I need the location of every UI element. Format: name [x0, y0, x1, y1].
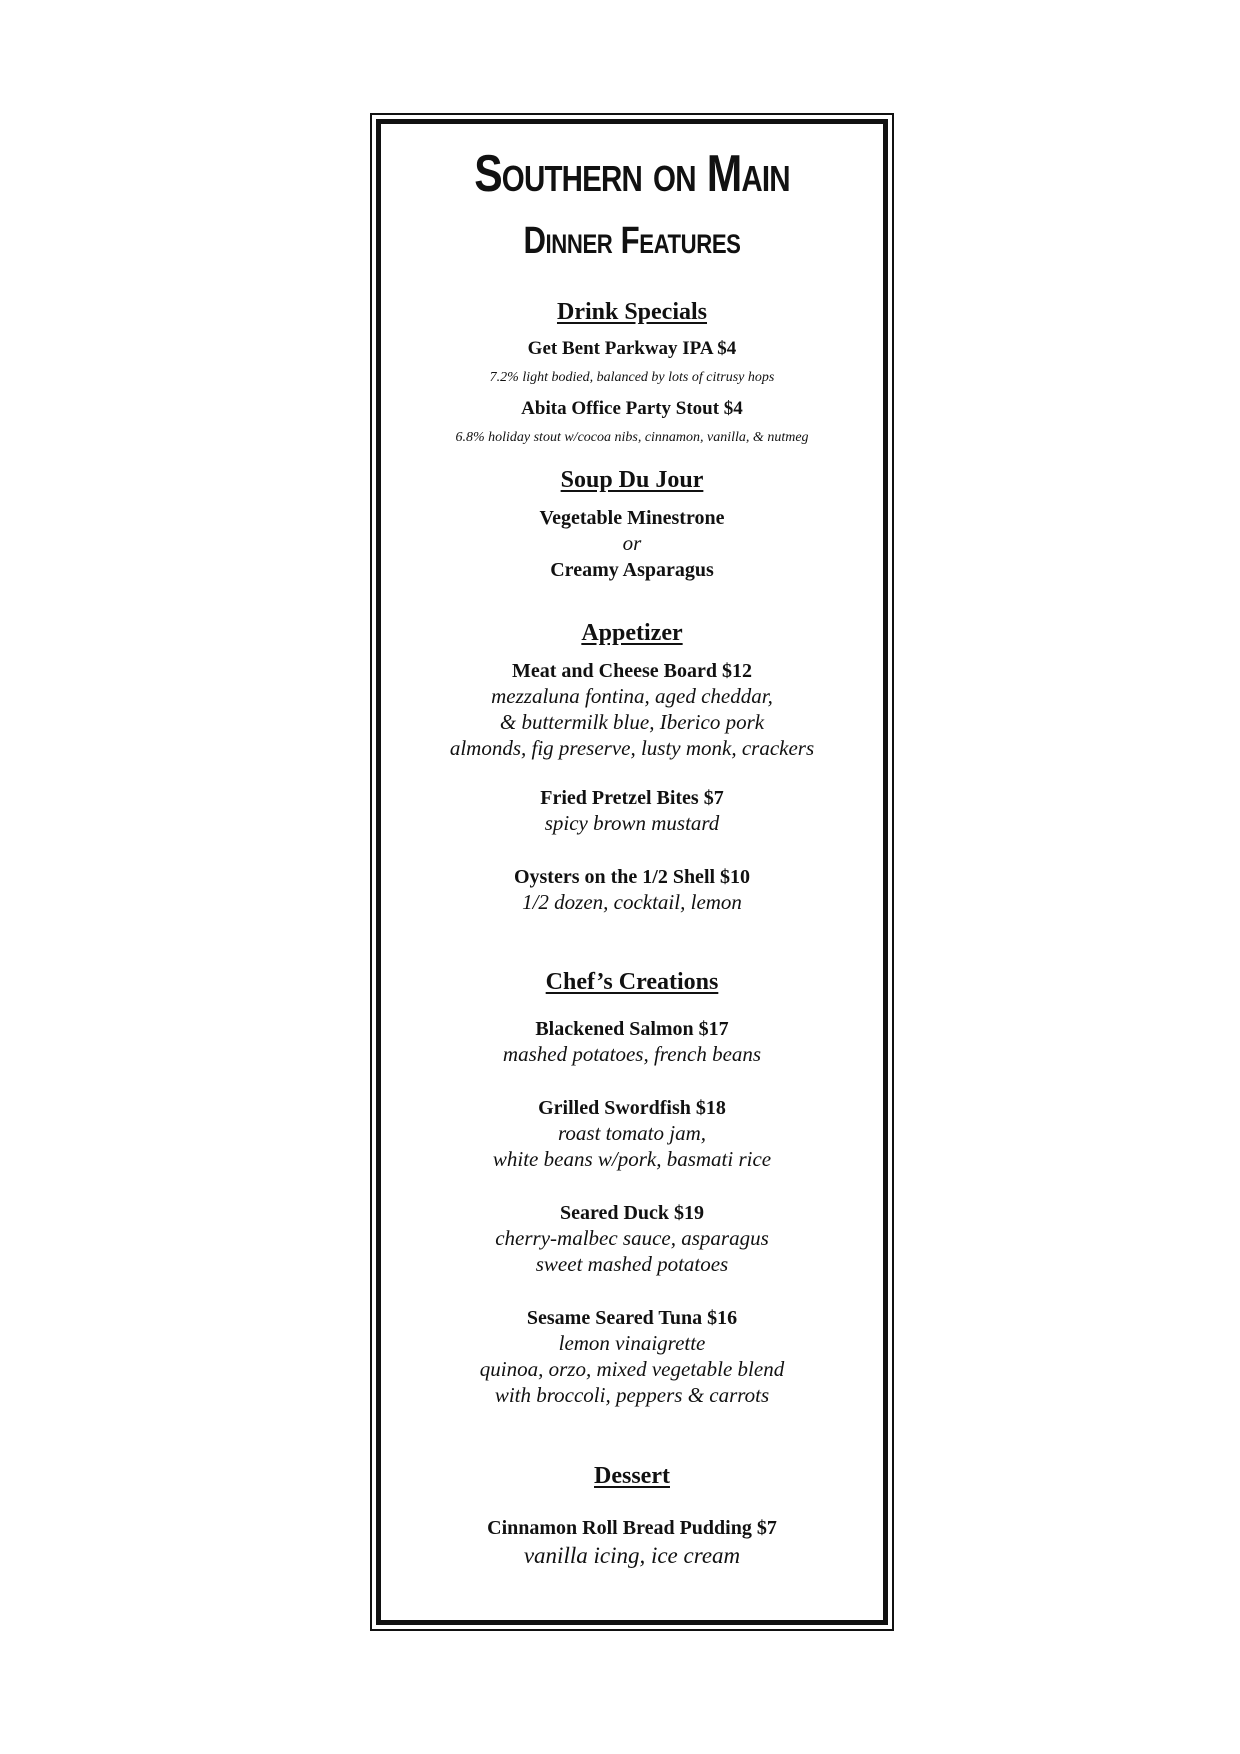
entree-item-name: Grilled Swordfish $18	[538, 1097, 726, 1119]
restaurant-name: Southern on Main	[474, 145, 790, 203]
dessert-heading: Dessert	[594, 1463, 670, 1489]
chefs-creations-heading: Chef’s Creations	[545, 969, 719, 995]
appetizer-item-desc: & buttermilk blue, Iberico pork	[499, 710, 765, 734]
entree-item-desc: cherry-malbec sauce, asparagus	[495, 1226, 769, 1250]
entree-item-name: Seared Duck $19	[559, 1202, 705, 1224]
appetizer-heading: Appetizer	[581, 620, 683, 646]
soup-option: Creamy Asparagus	[550, 559, 714, 581]
drink-item-desc: 7.2% light bodied, balanced by lots of citrusy hops	[489, 370, 775, 385]
entree-item-name: Sesame Seared Tuna $16	[526, 1307, 738, 1329]
dessert-item-name: Cinnamon Roll Bread Pudding $7	[487, 1517, 777, 1539]
menu-title: Dinner Features	[523, 220, 741, 262]
appetizer-item-name: Fried Pretzel Bites $7	[540, 787, 724, 809]
appetizer-item-desc: spicy brown mustard	[544, 811, 720, 835]
entree-item-desc: roast tomato jam,	[558, 1121, 706, 1145]
entree-item-desc: with broccoli, peppers & carrots	[494, 1383, 770, 1407]
drink-item-desc: 6.8% holiday stout w/cocoa nibs, cinnamon, vanilla, & nutmeg	[455, 430, 809, 445]
drink-specials-heading: Drink Specials	[556, 299, 708, 325]
soup-heading: Soup Du Jour	[560, 467, 704, 493]
appetizer-item-desc: almonds, fig preserve, lusty monk, crackers	[449, 736, 815, 760]
entree-item-desc: sweet mashed potatoes	[535, 1252, 729, 1276]
soup-separator: or	[622, 531, 642, 555]
dessert-item-desc: vanilla icing, ice cream	[523, 1543, 741, 1568]
appetizer-item-name: Oysters on the 1/2 Shell $10	[513, 866, 751, 888]
appetizer-item-desc: 1/2 dozen, cocktail, lemon	[522, 890, 742, 914]
appetizer-item-name: Meat and Cheese Board $12	[512, 660, 752, 682]
drink-item-name: Abita Office Party Stout $4	[521, 398, 743, 419]
entree-item-desc: lemon vinaigrette	[558, 1331, 706, 1355]
entree-item-desc: mashed potatoes, french beans	[502, 1042, 762, 1066]
entree-item-desc: white beans w/pork, basmati rice	[492, 1147, 772, 1171]
entree-item-desc: quinoa, orzo, mixed vegetable blend	[479, 1357, 785, 1381]
entree-item-name: Blackened Salmon $17	[535, 1018, 729, 1040]
appetizer-item-desc: mezzaluna fontina, aged cheddar,	[491, 684, 773, 708]
soup-option: Vegetable Minestrone	[539, 507, 725, 529]
drink-item-name: Get Bent Parkway IPA $4	[527, 338, 737, 359]
